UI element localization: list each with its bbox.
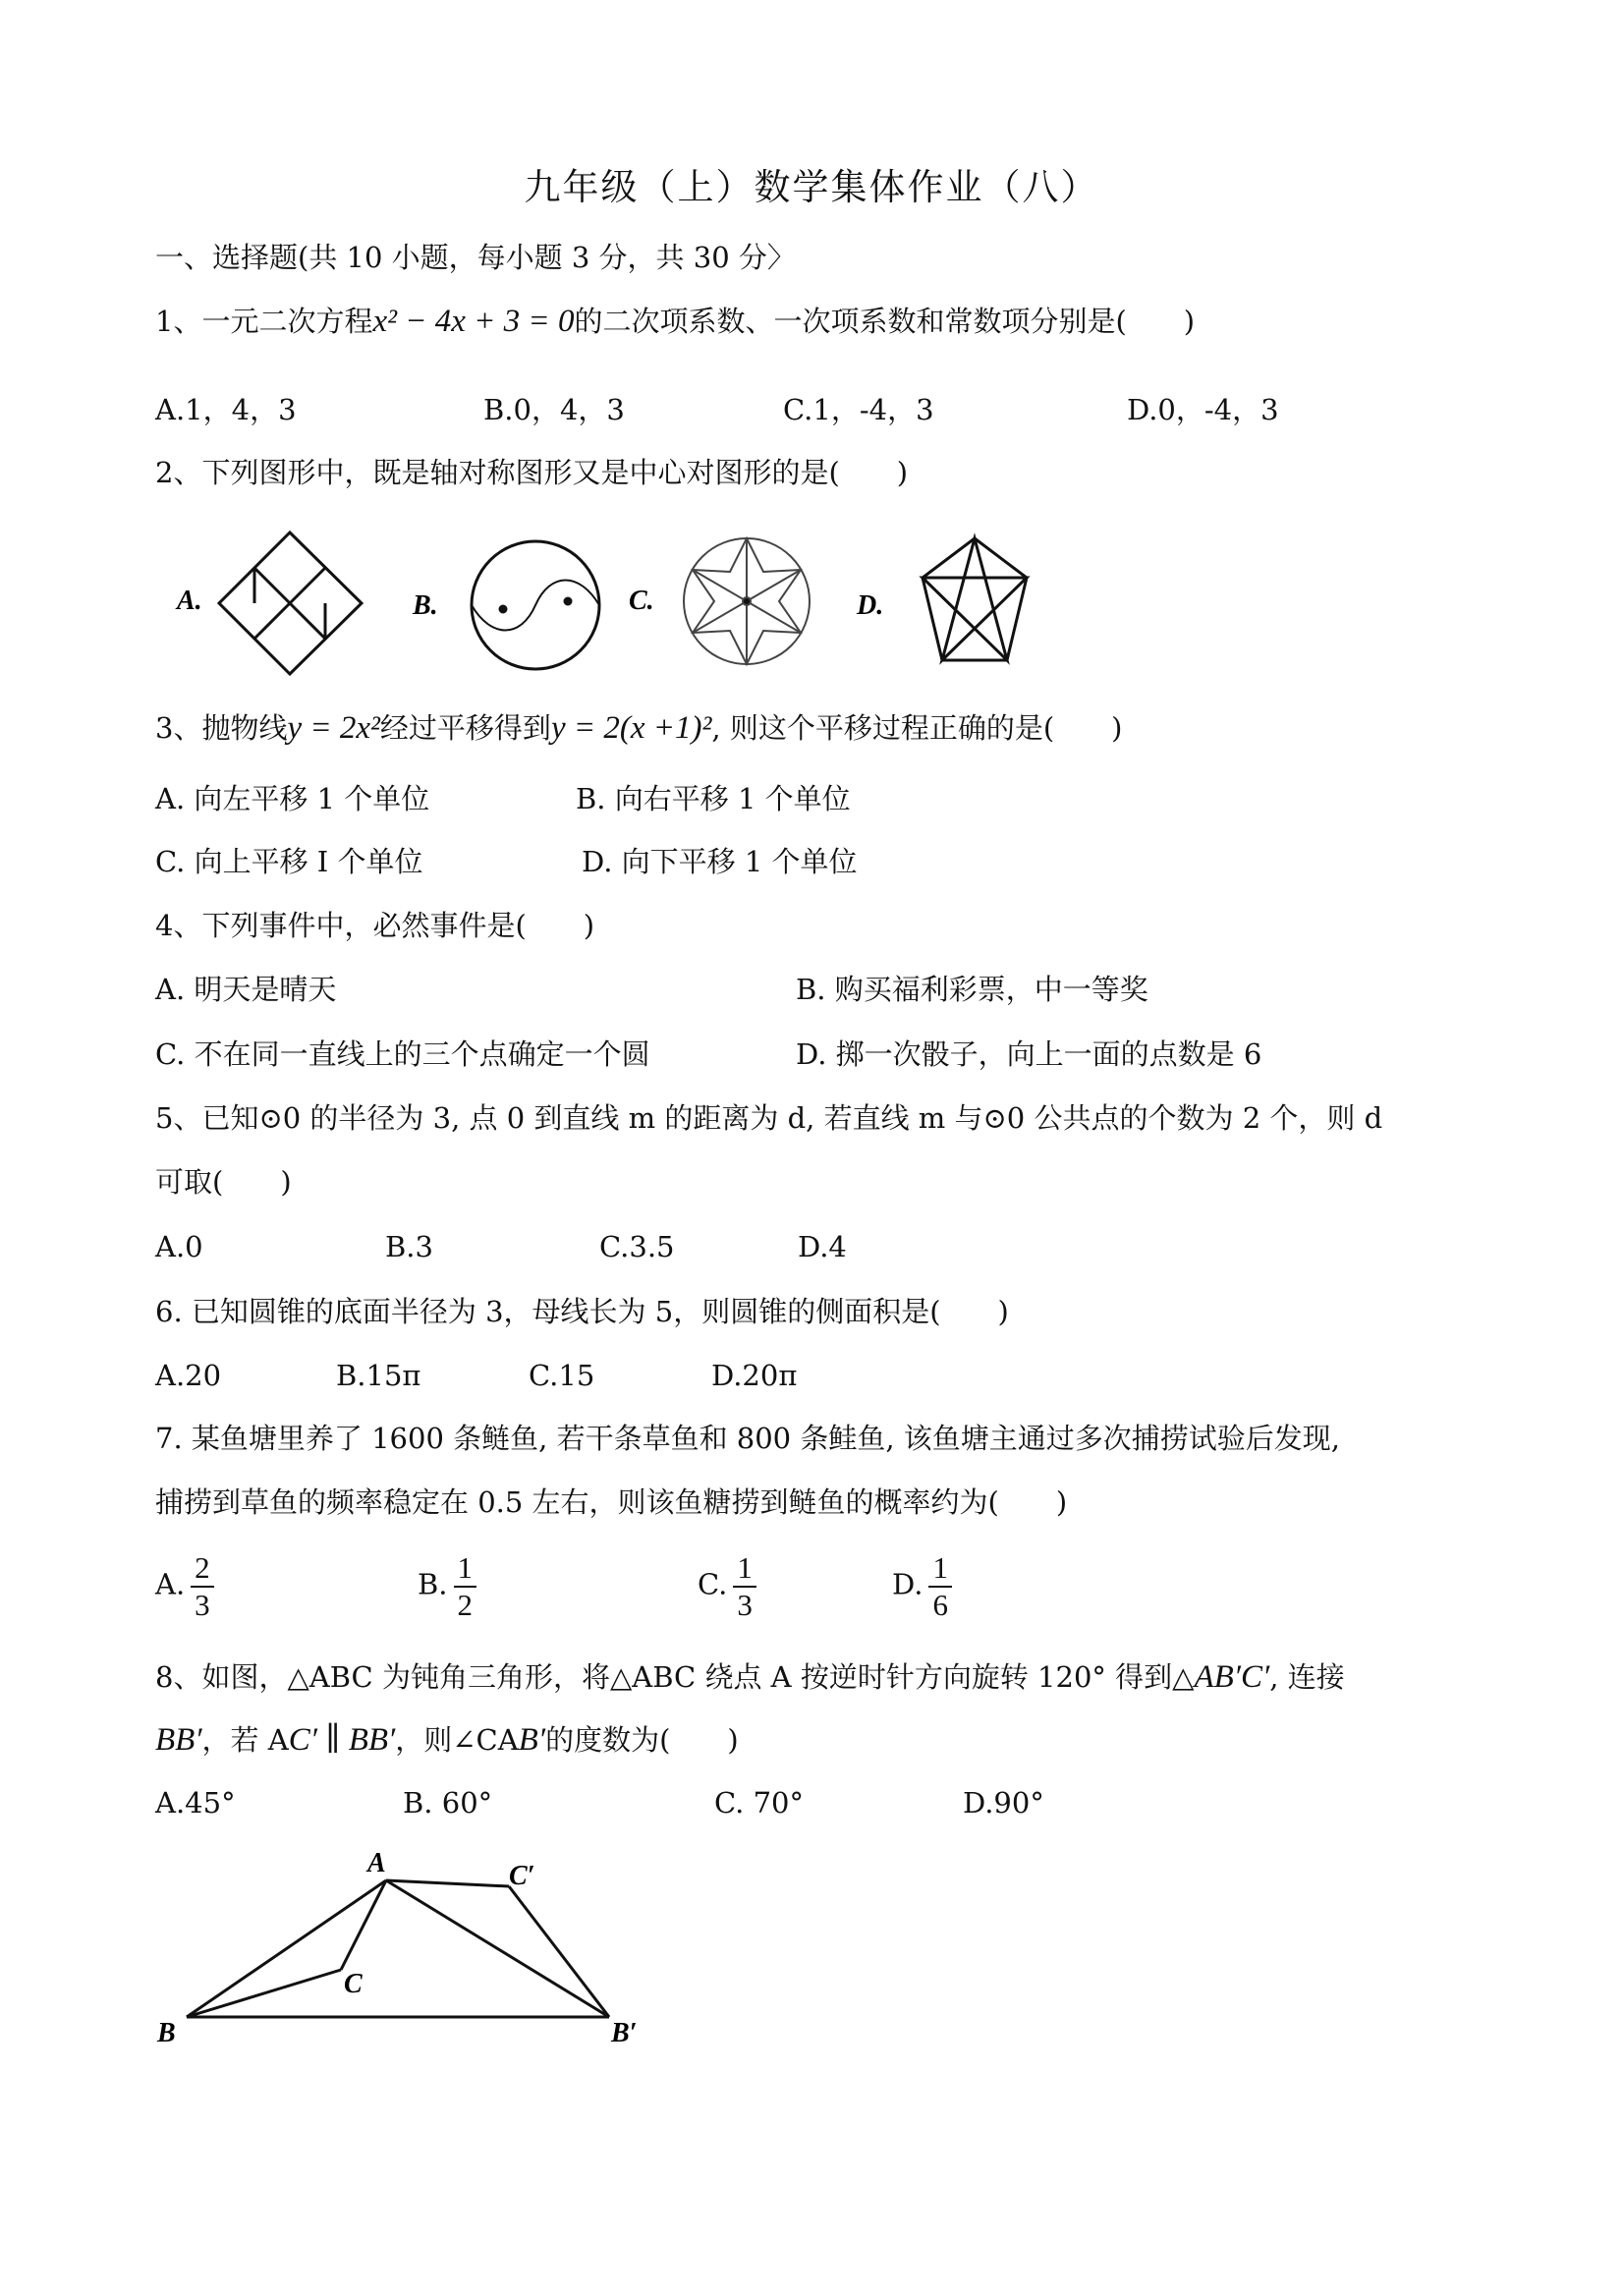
q3-close: ) bbox=[1111, 711, 1123, 745]
q5-option-d: D.4 bbox=[798, 1230, 847, 1263]
q4-option-a: A. 明天是晴天 bbox=[155, 973, 337, 1006]
segment-cb bbox=[187, 1970, 341, 2017]
q6-option-a: A.20 bbox=[155, 1359, 222, 1392]
point-label-b-prime: B′ bbox=[611, 2018, 638, 2044]
q4-option-b: B. 购买福利彩票，中一等奖 bbox=[796, 973, 1148, 1006]
point-label-a: A bbox=[367, 1848, 386, 1878]
q3-option-c: C. 向上平移 I 个单位 bbox=[155, 845, 423, 878]
q7-option-b: B. $\frac{1}{2}$ bbox=[418, 1550, 476, 1622]
q5-option-b: B.3 bbox=[385, 1230, 433, 1263]
q1-option-a: A.1，4，3 bbox=[155, 393, 297, 426]
question-4 bbox=[155, 909, 594, 943]
q2-figure-d bbox=[923, 538, 1027, 660]
q7-option-d: D. $\frac{1}{6}$ bbox=[892, 1550, 952, 1622]
segment-ab1 bbox=[386, 1880, 609, 2017]
q3-option-b: B. 向右平移 1 个单位 bbox=[576, 782, 851, 815]
q3-option-a: A. 向左平移 1 个单位 bbox=[155, 782, 430, 815]
q1-prefix: 1、一元二次方程 bbox=[155, 305, 373, 338]
q7-stem: 捕捞到草鱼的频率稳定在 0.5 左右，则该鱼糖捞到鲢鱼的概率约为( bbox=[155, 1485, 999, 1519]
question-8-line2: BB′，若 AC′ ∥ BB′，则∠CAB′的度数为( ) bbox=[155, 1722, 739, 1758]
q4-close: ) bbox=[583, 909, 595, 942]
q1-close: ) bbox=[1183, 305, 1196, 338]
q7-option-c: C. $\frac{1}{3}$ bbox=[698, 1550, 756, 1622]
q2-label-d: D. bbox=[857, 590, 884, 621]
q3-prefix: 3、抛物线 bbox=[155, 711, 288, 745]
q4-option-c: C. 不在同一直线上的三个点确定一个圆 bbox=[155, 1037, 650, 1071]
q3-option-d: D. 向下平移 1 个单位 bbox=[582, 845, 858, 878]
q1-equation: x² − 4x + 3 = 0 bbox=[372, 304, 575, 339]
q3-eq2: y = 2(x +1)² bbox=[550, 710, 712, 746]
question-5-line2 bbox=[155, 1165, 292, 1200]
q1-suffix: 的二次项系数、一次项系数和常数项分别是( bbox=[574, 305, 1127, 338]
q1-option-b: B.0，4，3 bbox=[483, 393, 625, 426]
q1-option-c: C.1，-4，3 bbox=[783, 393, 934, 426]
q2-close: ) bbox=[896, 456, 909, 489]
question-6 bbox=[155, 1295, 1009, 1329]
q6-option-d: D.20π bbox=[711, 1359, 798, 1392]
question-8-line1: 8、如图，△ABC 为钝角三角形，将△ABC 绕点 A 按逆时针方向旋转 120° 得到△AB′C′, 连接 bbox=[155, 1659, 1345, 1695]
q8-geometry-figure bbox=[0, 1847, 688, 2044]
q8-option-b: B. 60° bbox=[403, 1786, 493, 1820]
q3-suffix: , 则这个平移过程正确的是( bbox=[711, 711, 1055, 745]
q8-option-d: D.90° bbox=[963, 1786, 1044, 1820]
segment-c1b1 bbox=[509, 1886, 609, 2017]
question-3 bbox=[155, 709, 1122, 749]
q2-label-b: B. bbox=[413, 590, 438, 621]
q2-figure-b bbox=[472, 541, 599, 669]
section-heading: 一、选择题(共 10 小题，每小题 3 分，共 30 分〉 bbox=[155, 241, 796, 274]
q6-stem: 6. 已知圆锥的底面半径为 3，母线长为 5，则圆锥的侧面积是( bbox=[155, 1295, 941, 1328]
q5-stem: 可取( bbox=[155, 1165, 224, 1199]
q6-close: ) bbox=[997, 1295, 1009, 1328]
q1-option-d: D.0，-4，3 bbox=[1127, 393, 1279, 426]
q3-eq1: y = 2x² bbox=[287, 710, 380, 746]
q5-option-c: C.3.5 bbox=[599, 1230, 675, 1263]
q2-figures bbox=[0, 521, 1623, 678]
q7-fraction-d: $\frac{1}{6}$ bbox=[928, 1550, 952, 1622]
q5-close: ) bbox=[280, 1165, 292, 1199]
q6-option-b: B.15π bbox=[336, 1359, 421, 1392]
question-7-line1: 7. 某鱼塘里养了 1600 条鲢鱼, 若干条草鱼和 800 条鲑鱼, 该鱼塘主通过多次捕捞试验后发现, bbox=[155, 1422, 1341, 1455]
q7-fraction-b: $\frac{1}{2}$ bbox=[454, 1550, 477, 1622]
q7-fraction-c: $\frac{1}{3}$ bbox=[733, 1550, 756, 1622]
q2-stem: 2、下列图形中，既是轴对称图形又是中心对图形的是( bbox=[155, 456, 840, 489]
question-5-line1: 5、已知⊙0 的半径为 3, 点 0 到直线 m 的距离为 d, 若直线 m 与⊙0 公共点的个数为 2 个，则 d bbox=[155, 1101, 1383, 1135]
q4-stem: 4、下列事件中，必然事件是( bbox=[155, 909, 527, 942]
question-1 bbox=[155, 303, 1195, 342]
q7-fraction-a: $\frac{2}{3}$ bbox=[191, 1550, 214, 1622]
segment-ac1 bbox=[386, 1880, 509, 1886]
q2-figure-c bbox=[684, 538, 810, 664]
q6-option-c: C.15 bbox=[529, 1359, 595, 1392]
q5-option-a: A.0 bbox=[155, 1230, 203, 1263]
q2-label-c: C. bbox=[629, 586, 654, 616]
point-label-b: B bbox=[157, 2018, 176, 2044]
point-label-c: C bbox=[344, 1969, 363, 1999]
q7-close: ) bbox=[1055, 1485, 1068, 1519]
segment-ac bbox=[341, 1880, 386, 1970]
q3-middle: 经过平移得到 bbox=[379, 711, 551, 745]
question-7-line2 bbox=[155, 1485, 1067, 1520]
q4-option-d: D. 掷一次骰子，向上一面的点数是 6 bbox=[796, 1037, 1262, 1071]
q8-option-a: A.45° bbox=[155, 1786, 236, 1820]
q2-label-a: A. bbox=[177, 586, 202, 616]
point-label-c-prime: C′ bbox=[509, 1861, 535, 1891]
page-title: 九年级（上）数学集体作业（八） bbox=[524, 166, 1099, 208]
question-2 bbox=[155, 456, 908, 490]
q7-option-a: A. $\frac{2}{3}$ bbox=[155, 1550, 214, 1622]
q2-figure-a bbox=[219, 532, 362, 674]
q8-option-c: C. 70° bbox=[714, 1786, 804, 1820]
